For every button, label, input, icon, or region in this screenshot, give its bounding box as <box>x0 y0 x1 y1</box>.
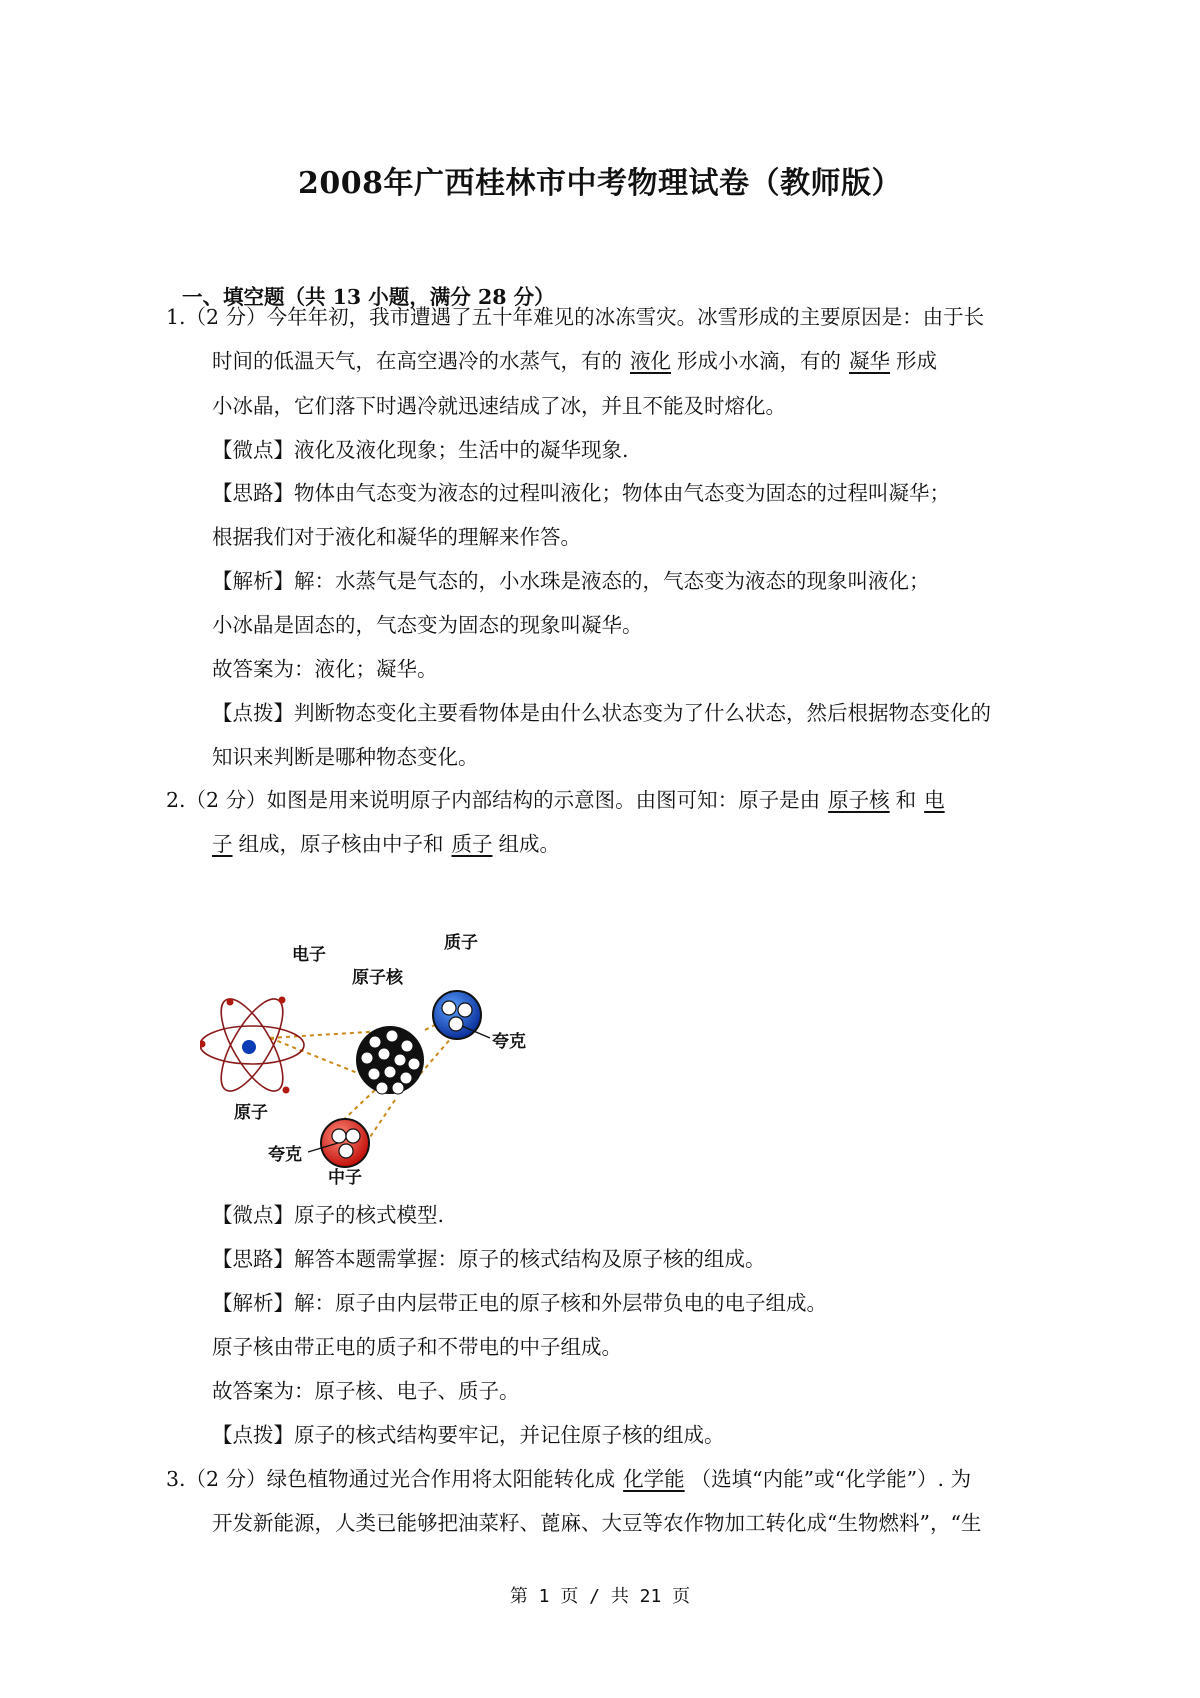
q2-line1 <box>166 785 951 815</box>
q1-jiexi-1: 【解析】解：水蒸气是气态的，小水珠是液态的，气态变为液态的现象叫液化； <box>212 569 930 593</box>
q1-line1: 1.（2 分）今年年初，我市遭遇了五十年难见的冰冻雪灾。冰雪形成的主要原因是：由于长 <box>166 305 985 329</box>
q1-dianbo-2: 知识来判断是哪种物态变化。 <box>212 745 479 769</box>
q2-answer-2a: 电 <box>924 788 945 812</box>
q1-text-b: 形成小水滴，有的 <box>677 349 841 373</box>
section-heading: 一、填空题（共 13 小题，满分 28 分） <box>182 285 555 309</box>
atom-structure-diagram <box>200 930 560 1185</box>
q1-text-a: 时间的低温天气，在高空遇冷的水蒸气，有的 <box>212 349 622 373</box>
q1-answer: 故答案为：液化；凝华。 <box>212 657 438 681</box>
label-quark-top: 夸克 <box>492 1032 526 1052</box>
page-footer: 第 1 页 / 共 21 页 <box>509 1586 691 1607</box>
label-quark-bottom: 夸克 <box>268 1145 302 1165</box>
q1-silu-1: 【思路】物体由气态变为液态的过程叫液化；物体由气态变为固态的过程叫凝华； <box>212 481 950 505</box>
q1-line2 <box>212 346 937 376</box>
q2-text-b: 和 <box>895 788 917 812</box>
q2-weidian: 【微点】原子的核式模型. <box>212 1203 445 1227</box>
label-neutron: 中子 <box>328 1168 362 1185</box>
q2-text-a: 2.（2 分）如图是用来说明原子内部结构的示意图。由图可知：原子是由 <box>166 788 821 812</box>
q2-jiexi-2: 原子核由带正电的质子和不带电的中子组成。 <box>212 1335 622 1359</box>
q2-text-d: 组成。 <box>498 832 560 856</box>
label-proton: 质子 <box>444 933 478 953</box>
q2-dianbo: 【点拨】原子的核式结构要牢记，并记住原子核的组成。 <box>212 1423 725 1447</box>
label-electron: 电子 <box>292 945 326 965</box>
q2-silu: 【思路】解答本题需掌握：原子的核式结构及原子核的组成。 <box>212 1247 766 1271</box>
q1-answer-1: 液化 <box>630 349 671 373</box>
q2-text-c: 组成，原子核由中子和 <box>238 832 444 856</box>
page-title: 2008年广西桂林市中考物理试卷（教师版） <box>298 166 902 201</box>
q3-line1 <box>166 1464 971 1494</box>
q1-answer-2: 凝华 <box>849 349 890 373</box>
q1-weidian: 【微点】液化及液化现象；生活中的凝华现象. <box>212 438 629 462</box>
q3-line2: 开发新能源，人类已能够把油菜籽、蓖麻、大豆等农作物加工转化成“生物燃料”，“生 <box>212 1511 982 1535</box>
q2-line2 <box>212 829 560 859</box>
label-nucleus: 原子核 <box>352 968 403 988</box>
q1-silu-2: 根据我们对于液化和凝华的理解来作答。 <box>212 525 581 549</box>
q3-text-b: （选填“内能”或“化学能”）. 为 <box>690 1467 972 1491</box>
nucleus-icon <box>356 1026 424 1094</box>
label-atom: 原子 <box>234 1103 268 1123</box>
q1-line3: 小冰晶，它们落下时遇冷就迅速结成了冰，并且不能及时熔化。 <box>212 394 786 418</box>
q1-dianbo-1: 【点拨】判断物态变化主要看物体是由什么状态变为了什么状态，然后根据物态变化的 <box>212 701 991 725</box>
q3-answer-1: 化学能 <box>623 1467 685 1491</box>
q1-jiexi-2: 小冰晶是固态的，气态变为固态的现象叫凝华。 <box>212 613 643 637</box>
q2-answer-3: 质子 <box>451 832 493 856</box>
q3-text-a: 3.（2 分）绿色植物通过光合作用将太阳能转化成 <box>166 1467 616 1491</box>
neutron-icon <box>321 1119 369 1167</box>
q2-answer-1: 原子核 <box>828 788 890 812</box>
q2-answer: 故答案为：原子核、电子、质子。 <box>212 1379 520 1403</box>
q2-answer-2b: 子 <box>212 832 233 856</box>
q2-jiexi-1: 【解析】解：原子由内层带正电的原子核和外层带负电的电子组成。 <box>212 1291 827 1315</box>
q1-text-c: 形成 <box>896 349 937 373</box>
